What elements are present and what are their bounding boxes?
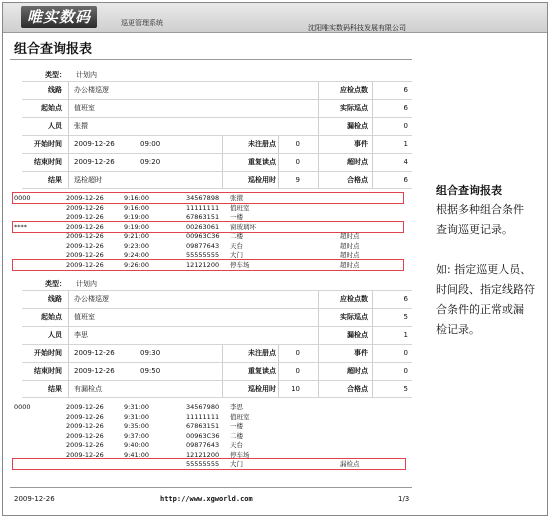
field-label: 超时点 [347, 367, 368, 375]
system-name: 巡更管理系统 [121, 19, 163, 27]
cell-divider [318, 363, 319, 380]
field-value: 9 [295, 176, 300, 184]
record-cell: 2009-12-26 [66, 412, 104, 421]
record-cell: 0000 [14, 403, 31, 411]
summary-row [22, 326, 412, 344]
record-cell: 2009-12-26 [66, 441, 104, 449]
record-cell: 0000 [14, 194, 31, 202]
record-cell: 大门 [230, 460, 243, 468]
record-cell: 9:31:00 [124, 412, 150, 421]
field-value: 09:00 [140, 140, 161, 148]
field-label: 巡检用时 [248, 385, 276, 393]
cell-divider [68, 327, 69, 344]
record-row [14, 241, 409, 251]
record-cell: 00263061 [186, 222, 220, 231]
field-value: 2009-12-26 [74, 140, 115, 148]
field-value: 李思 [74, 331, 88, 339]
cell-divider [372, 291, 373, 308]
record-cell: 9:23:00 [124, 241, 150, 250]
cell-divider [372, 118, 373, 135]
field-label: 合格点 [347, 385, 368, 393]
cell-divider [372, 82, 373, 99]
field-label: 结束时间 [34, 158, 62, 166]
cell-divider [68, 154, 69, 171]
record-cell: 一楼 [230, 213, 243, 221]
field-label: 应检点数 [340, 86, 368, 94]
cell-divider [372, 172, 373, 189]
type-value: 计划内 [76, 280, 97, 288]
description-line: 如: 指定巡更人员、 [436, 263, 532, 276]
app-header [3, 3, 547, 33]
field-value: 09:50 [140, 367, 161, 375]
record-highlight [12, 259, 404, 271]
field-value: 0 [403, 349, 408, 357]
record-cell: 9:35:00 [124, 422, 150, 430]
cell-divider [222, 154, 223, 171]
field-value: 09:30 [140, 349, 161, 357]
record-cell: 值班室 [230, 412, 250, 421]
field-value: 1 [403, 331, 408, 339]
field-value: 4 [403, 158, 408, 166]
field-label: 结束时间 [34, 367, 62, 375]
record-cell: 9:24:00 [124, 251, 150, 259]
record-cell: 34567898 [186, 194, 220, 202]
cell-divider [372, 327, 373, 344]
cell-divider [278, 345, 279, 362]
field-value: 0 [295, 349, 300, 357]
time-row [22, 362, 412, 380]
cell-divider [372, 136, 373, 153]
field-value: 6 [403, 295, 408, 303]
record-cell: 2009-12-26 [66, 232, 104, 240]
type-label: 类型： [45, 71, 66, 79]
record-cell: 2009-12-26 [66, 194, 104, 202]
field-value: 5 [403, 313, 408, 321]
record-cell: 9:21:00 [124, 232, 150, 240]
field-value: 值班室 [74, 104, 95, 112]
cell-divider [318, 118, 319, 135]
field-value: 办公楼巡逻 [74, 295, 109, 303]
record-cell: 55555555 [186, 460, 220, 468]
record-cell: 2009-12-26 [66, 450, 104, 459]
cell-divider [278, 136, 279, 153]
record-cell: 超时点 [340, 232, 360, 240]
record-cell: 55555555 [186, 251, 220, 259]
field-label: 线路 [48, 86, 62, 94]
record-row [14, 231, 409, 241]
cell-divider [318, 345, 319, 362]
field-label: 超时点 [347, 158, 368, 166]
record-cell: 00963C36 [186, 431, 220, 440]
field-label: 实际巡点 [340, 104, 368, 112]
field-label: 结果 [48, 176, 62, 184]
record-cell: 11111111 [186, 412, 220, 421]
type-label: 类型： [45, 280, 66, 288]
cell-divider [68, 291, 69, 308]
cell-divider [278, 363, 279, 380]
cell-divider [318, 291, 319, 308]
field-label: 线路 [48, 295, 62, 303]
record-cell: 9:16:00 [124, 203, 150, 212]
record-highlight [12, 458, 406, 470]
field-value: 09:20 [140, 158, 161, 166]
company-name: 沈阳唯实数码科技发展有限公司 [308, 24, 406, 32]
record-cell: 2009-12-26 [66, 403, 104, 411]
cell-divider [222, 345, 223, 362]
field-label: 漏检点 [347, 122, 368, 130]
field-value: 2009-12-26 [74, 367, 115, 375]
record-cell: 9:16:00 [124, 194, 150, 202]
record-cell: 9:19:00 [124, 213, 150, 221]
field-value: 1 [403, 140, 408, 148]
field-label: 开始时间 [34, 349, 62, 357]
field-value: 6 [403, 176, 408, 184]
cell-divider [318, 381, 319, 398]
record-cell: 超时点 [340, 241, 360, 250]
record-cell: 2009-12-26 [66, 213, 104, 221]
field-label: 结果 [48, 385, 62, 393]
field-value: 有漏检点 [74, 385, 102, 393]
field-label: 应检点数 [340, 295, 368, 303]
description-line: 时间段、指定线路符 [436, 283, 535, 296]
record-cell: 天台 [230, 241, 243, 250]
record-cell: 窗玻璃坏 [230, 222, 256, 231]
record-cell: 12121200 [186, 450, 220, 459]
field-value: 巡检超时 [74, 176, 102, 184]
record-cell: 超时点 [340, 260, 360, 269]
cell-divider [318, 172, 319, 189]
record-row [14, 402, 409, 412]
company-logo: 唯实数码 [21, 6, 97, 28]
field-label: 事件 [354, 349, 368, 357]
record-cell: 9:19:00 [124, 222, 150, 231]
record-cell: 67863151 [186, 422, 220, 430]
cell-divider [372, 100, 373, 117]
cell-divider [222, 136, 223, 153]
cell-divider [372, 363, 373, 380]
record-cell: 9:41:00 [124, 450, 150, 459]
record-cell: 9:37:00 [124, 431, 150, 440]
record-cell: 34567980 [186, 403, 220, 411]
cell-divider [222, 172, 223, 189]
type-value: 计划内 [76, 71, 97, 79]
footer-divider [10, 487, 412, 488]
record-cell: **** [14, 222, 27, 231]
field-label: 人员 [48, 331, 62, 339]
record-cell: 09877643 [186, 241, 220, 250]
summary-row [22, 117, 412, 135]
cell-divider [318, 136, 319, 153]
field-value: 办公楼巡逻 [74, 86, 109, 94]
summary-row [22, 290, 412, 308]
record-cell: 一楼 [230, 422, 243, 430]
field-label: 事件 [354, 140, 368, 148]
record-row [14, 203, 409, 213]
cell-divider [318, 100, 319, 117]
record-cell: 停车场 [230, 260, 250, 269]
cell-divider [318, 309, 319, 326]
field-value: 6 [403, 104, 408, 112]
record-cell: 大门 [230, 251, 243, 259]
time-row [22, 380, 412, 398]
field-value: 10 [291, 385, 300, 393]
description-line: 合条件的正常或漏 [436, 303, 524, 316]
page-title: 组合查询报表 [14, 42, 93, 57]
field-value: 0 [403, 367, 408, 375]
cell-divider [318, 327, 319, 344]
record-cell: 张擐 [230, 194, 243, 202]
cell-divider [318, 82, 319, 99]
title-divider [10, 59, 412, 60]
summary-row [22, 308, 412, 326]
record-cell: 00963C36 [186, 232, 220, 240]
record-cell: 2009-12-26 [66, 251, 104, 259]
cell-divider [68, 363, 69, 380]
cell-divider [68, 381, 69, 398]
cell-divider [372, 345, 373, 362]
field-label: 实际巡点 [340, 313, 368, 321]
record-cell: 停车场 [230, 450, 250, 459]
record-cell: 天台 [230, 441, 243, 449]
summary-row [22, 99, 412, 117]
field-label: 未注册点 [248, 349, 276, 357]
report-type-line [27, 70, 97, 80]
record-cell: 9:31:00 [124, 403, 150, 411]
field-label: 起始点 [41, 313, 62, 321]
cell-divider [68, 136, 69, 153]
cell-divider [222, 363, 223, 380]
time-row [22, 344, 412, 362]
field-value: 0 [295, 158, 300, 166]
cell-divider [68, 82, 69, 99]
record-cell: 超时点 [340, 251, 360, 259]
cell-divider [222, 381, 223, 398]
cell-divider [372, 309, 373, 326]
cell-divider [68, 345, 69, 362]
field-value: 0 [295, 367, 300, 375]
record-row [14, 431, 409, 441]
record-cell: 12121200 [186, 260, 220, 269]
record-row [14, 440, 409, 450]
time-row [22, 171, 412, 189]
cell-divider [278, 154, 279, 171]
record-cell: 李思 [230, 403, 243, 411]
record-cell: 2009-12-26 [66, 222, 104, 231]
summary-row [22, 81, 412, 99]
time-row [22, 153, 412, 171]
field-value: 2009-12-26 [74, 158, 115, 166]
record-cell: 二楼 [230, 431, 243, 440]
field-value: 0 [295, 140, 300, 148]
report-type-line [27, 279, 97, 289]
field-label: 巡检用时 [248, 176, 276, 184]
cell-divider [68, 172, 69, 189]
field-label: 人员 [48, 122, 62, 130]
field-label: 漏检点 [347, 331, 368, 339]
record-cell: 值班室 [230, 203, 250, 212]
record-cell: 9:26:00 [124, 260, 150, 269]
field-value: 2009-12-26 [74, 349, 115, 357]
cell-divider [372, 154, 373, 171]
field-value: 6 [403, 86, 408, 94]
cell-divider [68, 118, 69, 135]
field-value: 0 [403, 122, 408, 130]
field-value: 5 [403, 385, 408, 393]
record-cell: 漏检点 [340, 460, 360, 468]
footer-page-number: 1/3 [398, 495, 410, 503]
field-label: 重复读点 [248, 367, 276, 375]
field-value: 值班室 [74, 313, 95, 321]
cell-divider [68, 309, 69, 326]
record-cell: 2009-12-26 [66, 260, 104, 269]
field-label: 起始点 [41, 104, 62, 112]
record-row [14, 412, 409, 422]
record-cell: 67863151 [186, 213, 220, 221]
description-line: 根据多种组合条件 [436, 203, 524, 216]
cell-divider [318, 154, 319, 171]
record-cell: 2009-12-26 [66, 431, 104, 440]
record-cell: 二楼 [230, 232, 243, 240]
description-line: 查询巡更记录。 [436, 223, 513, 236]
cell-divider [372, 381, 373, 398]
cell-divider [278, 381, 279, 398]
field-label: 合格点 [347, 176, 368, 184]
record-cell: 09877643 [186, 441, 220, 449]
description-line: 检记录。 [436, 323, 480, 336]
record-cell: 9:40:00 [124, 441, 150, 449]
record-cell: 2009-12-26 [66, 241, 104, 250]
time-row [22, 135, 412, 153]
record-cell: 11111111 [186, 203, 220, 212]
field-label: 开始时间 [34, 140, 62, 148]
cell-divider [68, 100, 69, 117]
cell-divider [278, 172, 279, 189]
record-cell: 2009-12-26 [66, 203, 104, 212]
field-value: 张擐 [74, 122, 88, 130]
record-row [14, 421, 409, 431]
field-label: 重复读点 [248, 158, 276, 166]
description-title: 组合查询报表 [436, 184, 502, 197]
field-label: 未注册点 [248, 140, 276, 148]
footer-url[interactable]: http://www.xgworld.com [160, 495, 253, 503]
footer-date: 2009-12-26 [14, 495, 55, 503]
record-cell: 2009-12-26 [66, 422, 104, 430]
